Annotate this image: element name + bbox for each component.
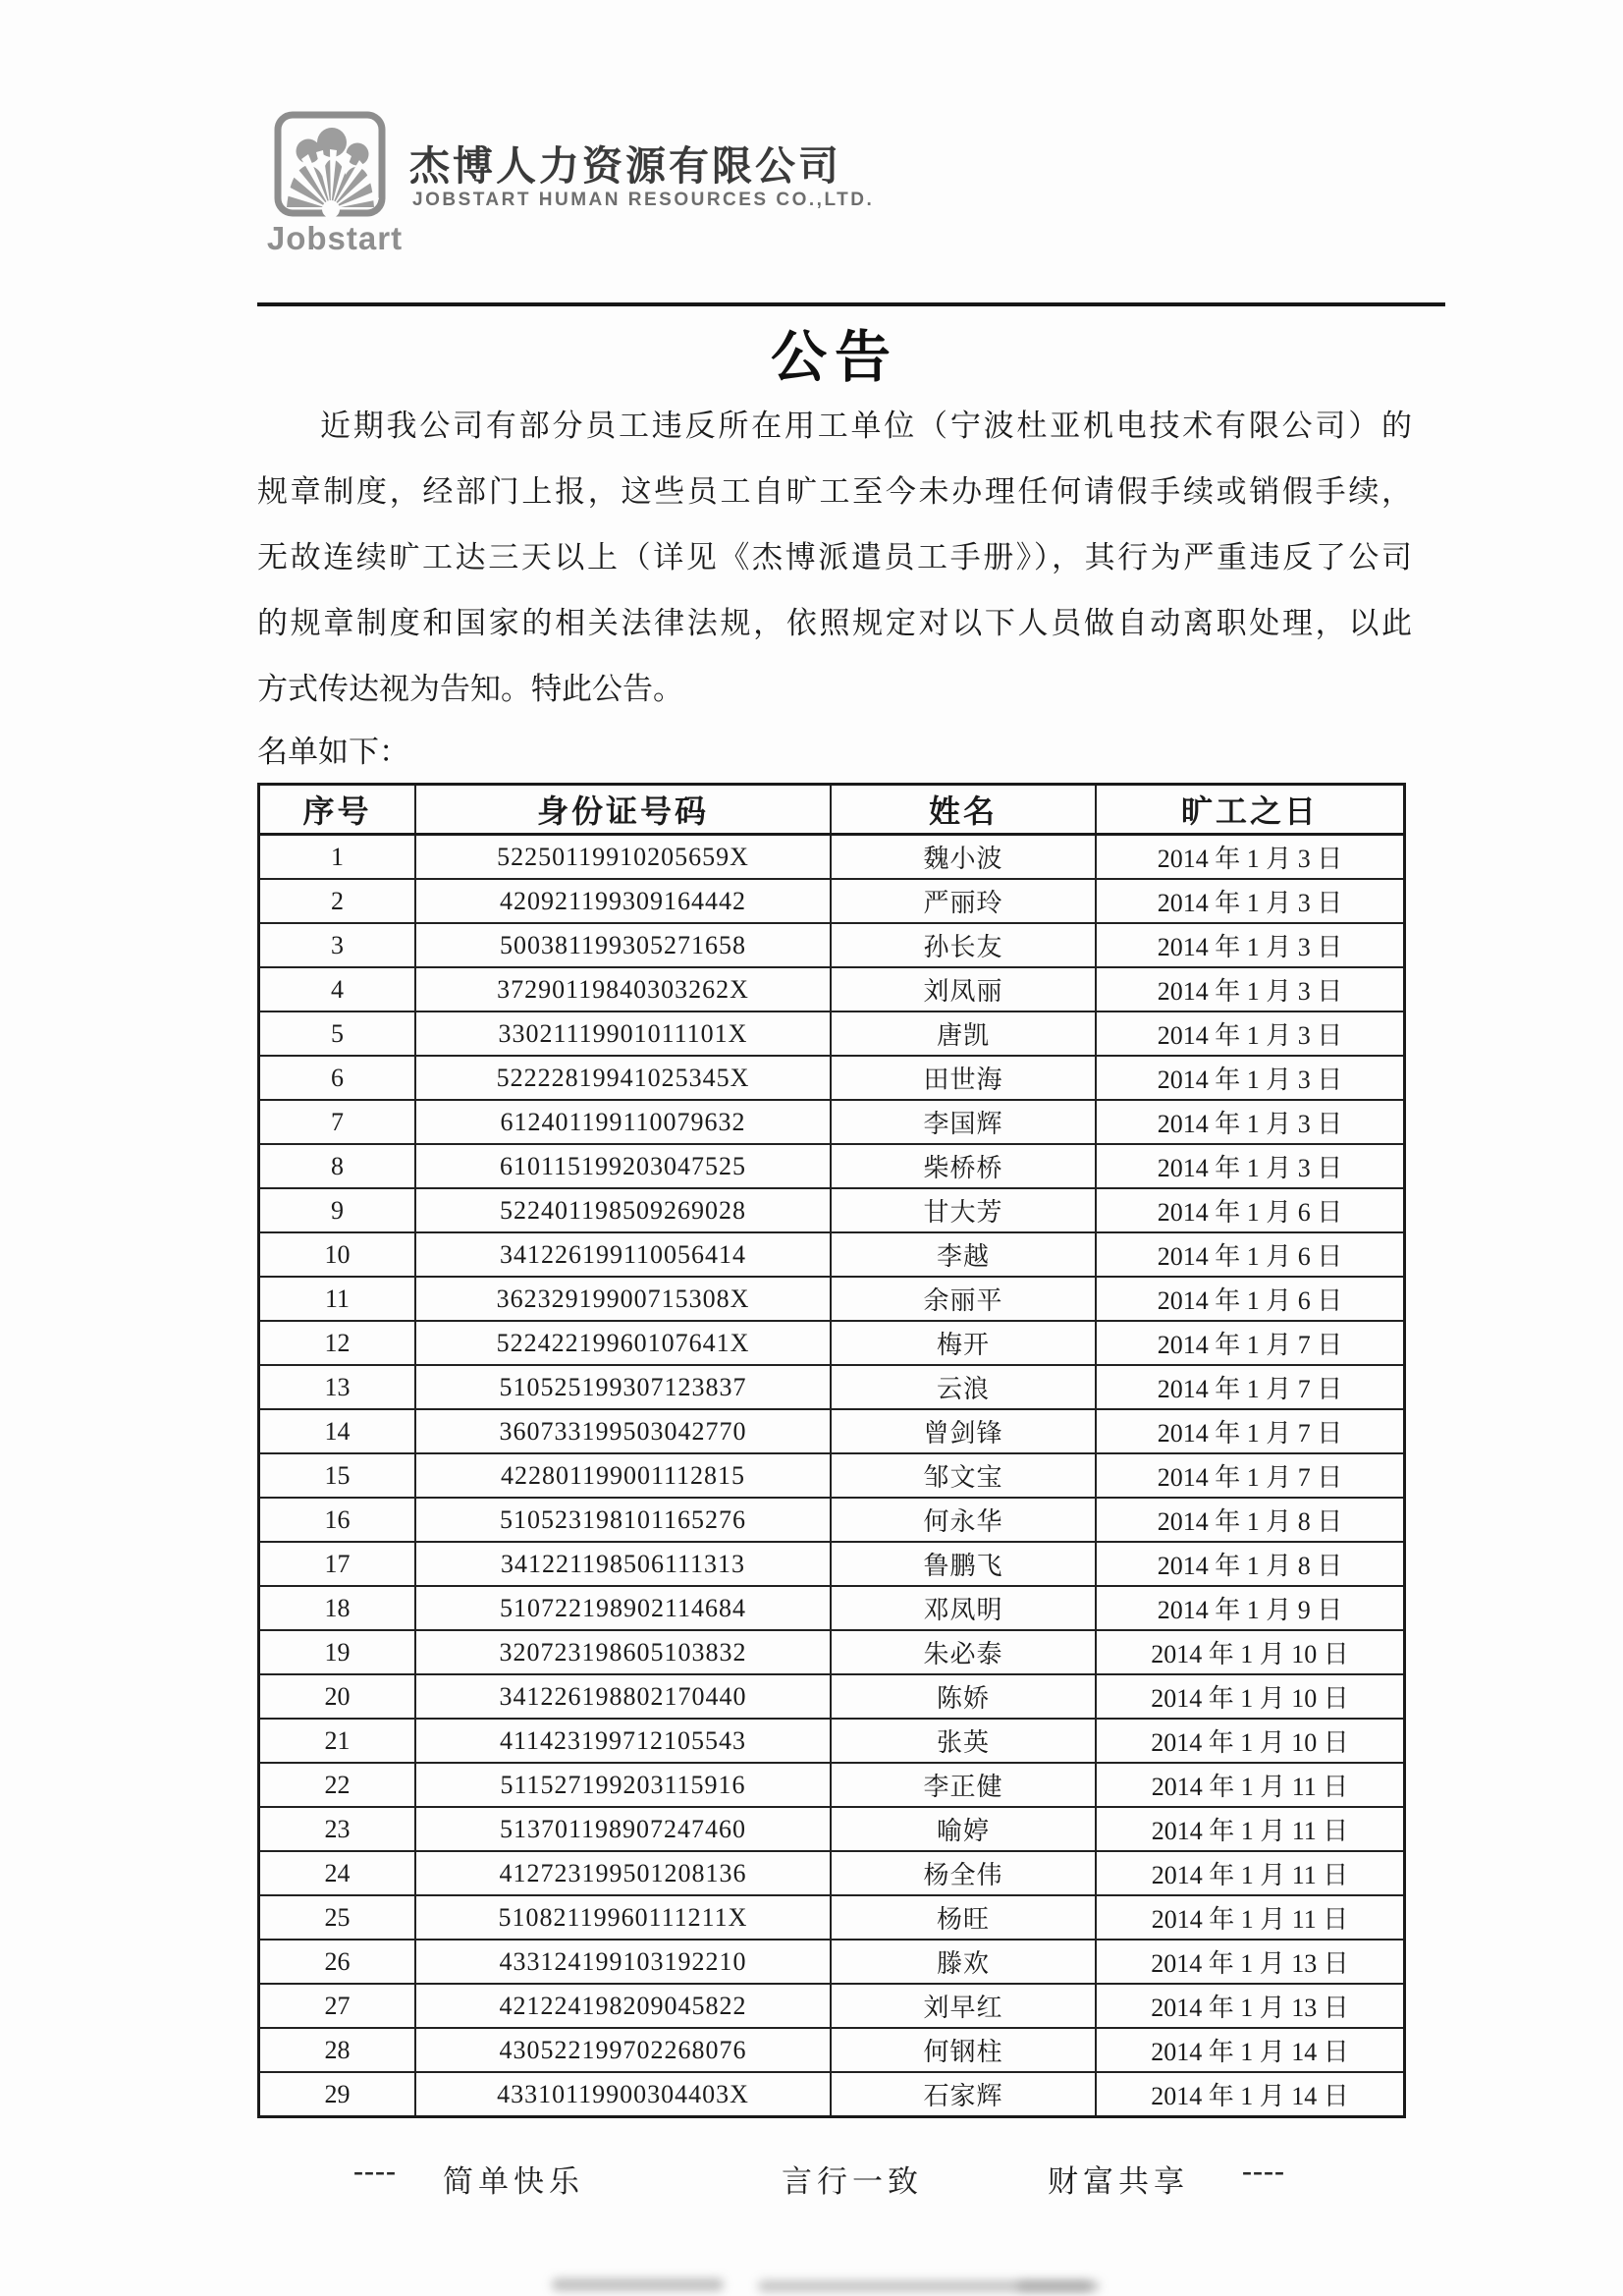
table-row bbox=[259, 1321, 1405, 1365]
table-row bbox=[259, 835, 1405, 880]
body-line: 无故连续旷工达三天以上（详见《杰博派遣员工手册》），其行为严重违反了公司 bbox=[257, 540, 1412, 574]
footer-slogan-1: 简单快乐 bbox=[443, 2164, 584, 2199]
header-index: 序号 bbox=[259, 785, 416, 835]
table-row bbox=[259, 1851, 1405, 1895]
employee-name: 曾剑锋 bbox=[831, 1409, 1096, 1453]
absence-date: 2014 年 1 月 6 日 bbox=[1096, 1188, 1405, 1232]
header-id-number: 身份证号码 bbox=[415, 785, 831, 835]
table-row bbox=[259, 1895, 1405, 1940]
row-index: 10 bbox=[259, 1232, 416, 1277]
absence-date: 2014 年 1 月 10 日 bbox=[1096, 1674, 1405, 1719]
id-number: 33021119901011101X bbox=[415, 1011, 831, 1056]
company-name-english: JOBSTART HUMAN RESOURCES CO.,LTD. bbox=[412, 190, 875, 210]
id-number: 500381199305271658 bbox=[415, 923, 831, 967]
employee-name: 刘早红 bbox=[831, 1984, 1096, 2028]
absence-date: 2014 年 1 月 6 日 bbox=[1096, 1232, 1405, 1277]
row-index: 25 bbox=[259, 1895, 416, 1940]
footer-slogan-2: 言行一致 bbox=[782, 2164, 923, 2199]
employee-name: 孙长友 bbox=[831, 923, 1096, 967]
employee-name: 甘大芳 bbox=[831, 1188, 1096, 1232]
absence-date: 2014 年 1 月 7 日 bbox=[1096, 1321, 1405, 1365]
id-number: 510722198902114684 bbox=[415, 1586, 831, 1630]
footer-dashes-left: ---- bbox=[353, 2155, 397, 2187]
absence-date: 2014 年 1 月 11 日 bbox=[1096, 1851, 1405, 1895]
absence-date: 2014 年 1 月 3 日 bbox=[1096, 1056, 1405, 1100]
employee-name: 李国辉 bbox=[831, 1100, 1096, 1144]
employee-name: 邓凤明 bbox=[831, 1586, 1096, 1630]
row-index: 24 bbox=[259, 1851, 416, 1895]
absence-date: 2014 年 1 月 11 日 bbox=[1096, 1807, 1405, 1851]
table-row bbox=[259, 1586, 1405, 1630]
table-row bbox=[259, 967, 1405, 1011]
row-index: 14 bbox=[259, 1409, 416, 1453]
id-number: 341221198506111313 bbox=[415, 1542, 831, 1586]
id-number: 341226198802170440 bbox=[415, 1674, 831, 1719]
table-row bbox=[259, 1498, 1405, 1542]
row-index: 6 bbox=[259, 1056, 416, 1100]
table-row bbox=[259, 923, 1405, 967]
table-row bbox=[259, 1056, 1405, 1100]
row-index: 28 bbox=[259, 2028, 416, 2072]
row-index: 5 bbox=[259, 1011, 416, 1056]
header-absence-date: 旷工之日 bbox=[1096, 785, 1405, 835]
absence-date: 2014 年 1 月 3 日 bbox=[1096, 1011, 1405, 1056]
header-divider bbox=[257, 302, 1445, 306]
row-index: 4 bbox=[259, 967, 416, 1011]
id-number: 522401198509269028 bbox=[415, 1188, 831, 1232]
row-index: 29 bbox=[259, 2072, 416, 2117]
table-row bbox=[259, 1719, 1405, 1763]
header-name: 姓名 bbox=[831, 785, 1096, 835]
row-index: 19 bbox=[259, 1630, 416, 1674]
footer-dashes-right: ---- bbox=[1242, 2155, 1285, 2187]
table-row bbox=[259, 1232, 1405, 1277]
id-number: 412723199501208136 bbox=[415, 1851, 831, 1895]
row-index: 26 bbox=[259, 1940, 416, 1984]
absence-date: 2014 年 1 月 8 日 bbox=[1096, 1542, 1405, 1586]
jobstart-logo-text: Jobstart bbox=[266, 220, 404, 256]
absence-date: 2014 年 1 月 3 日 bbox=[1096, 1100, 1405, 1144]
id-number: 320723198605103832 bbox=[415, 1630, 831, 1674]
id-number: 513701198907247460 bbox=[415, 1807, 831, 1851]
employee-name: 何钢柱 bbox=[831, 2028, 1096, 2072]
table-row bbox=[259, 1100, 1405, 1144]
row-index: 20 bbox=[259, 1674, 416, 1719]
table-row bbox=[259, 1542, 1405, 1586]
employee-name: 杨全伟 bbox=[831, 1851, 1096, 1895]
table-body bbox=[259, 835, 1405, 2117]
table-row bbox=[259, 1277, 1405, 1321]
employee-name: 杨旺 bbox=[831, 1895, 1096, 1940]
employee-name: 陈娇 bbox=[831, 1674, 1096, 1719]
table-row bbox=[259, 1365, 1405, 1409]
table-row bbox=[259, 1630, 1405, 1674]
row-index: 12 bbox=[259, 1321, 416, 1365]
employee-name: 魏小波 bbox=[831, 835, 1096, 880]
announcement-body bbox=[257, 393, 1412, 722]
employee-name: 滕欢 bbox=[831, 1940, 1096, 1984]
absence-date: 2014 年 1 月 11 日 bbox=[1096, 1895, 1405, 1940]
absence-date: 2014 年 1 月 10 日 bbox=[1096, 1630, 1405, 1674]
id-number: 420921199309164442 bbox=[415, 879, 831, 923]
id-number: 421224198209045822 bbox=[415, 1984, 831, 2028]
employee-name: 李越 bbox=[831, 1232, 1096, 1277]
id-number: 511527199203115916 bbox=[415, 1763, 831, 1807]
row-index: 21 bbox=[259, 1719, 416, 1763]
employee-name: 田世海 bbox=[831, 1056, 1096, 1100]
absence-date: 2014 年 1 月 14 日 bbox=[1096, 2028, 1405, 2072]
row-index: 7 bbox=[259, 1100, 416, 1144]
page-title: 公告 bbox=[771, 327, 898, 389]
employee-name: 严丽玲 bbox=[831, 879, 1096, 923]
absence-date: 2014 年 1 月 11 日 bbox=[1096, 1763, 1405, 1807]
absence-date: 2014 年 1 月 3 日 bbox=[1096, 879, 1405, 923]
table-header bbox=[259, 785, 1405, 835]
row-index: 13 bbox=[259, 1365, 416, 1409]
table-row bbox=[259, 1144, 1405, 1188]
id-number: 510525199307123837 bbox=[415, 1365, 831, 1409]
row-index: 17 bbox=[259, 1542, 416, 1586]
absence-date: 2014 年 1 月 3 日 bbox=[1096, 835, 1405, 880]
absence-date: 2014 年 1 月 10 日 bbox=[1096, 1719, 1405, 1763]
id-number: 51082119960111211X bbox=[415, 1895, 831, 1940]
employee-name: 梅开 bbox=[831, 1321, 1096, 1365]
table-row bbox=[259, 1011, 1405, 1056]
row-index: 23 bbox=[259, 1807, 416, 1851]
employee-name: 张英 bbox=[831, 1719, 1096, 1763]
id-number: 430522199702268076 bbox=[415, 2028, 831, 2072]
scan-smudge bbox=[1017, 2281, 1100, 2291]
employee-name: 柴桥桥 bbox=[831, 1144, 1096, 1188]
id-number: 52222819941025345X bbox=[415, 1056, 831, 1100]
row-index: 3 bbox=[259, 923, 416, 967]
table-row bbox=[259, 1763, 1405, 1807]
id-number: 411423199712105543 bbox=[415, 1719, 831, 1763]
absence-date: 2014 年 1 月 7 日 bbox=[1096, 1365, 1405, 1409]
row-index: 15 bbox=[259, 1453, 416, 1498]
id-number: 43310119900304403X bbox=[415, 2072, 831, 2117]
absence-date: 2014 年 1 月 8 日 bbox=[1096, 1498, 1405, 1542]
list-label: 名单如下： bbox=[257, 735, 409, 769]
employee-name: 刘凤丽 bbox=[831, 967, 1096, 1011]
absence-date: 2014 年 1 月 7 日 bbox=[1096, 1409, 1405, 1453]
absence-date: 2014 年 1 月 7 日 bbox=[1096, 1453, 1405, 1498]
employee-name: 喻婷 bbox=[831, 1807, 1096, 1851]
absence-date: 2014 年 1 月 13 日 bbox=[1096, 1940, 1405, 1984]
employee-name: 余丽平 bbox=[831, 1277, 1096, 1321]
row-index: 22 bbox=[259, 1763, 416, 1807]
body-line: 近期我公司有部分员工违反所在用工单位（宁波杜亚机电技术有限公司）的 bbox=[320, 409, 1412, 443]
table-row bbox=[259, 2072, 1405, 2117]
id-number: 610115199203047525 bbox=[415, 1144, 831, 1188]
id-number: 422801199001112815 bbox=[415, 1453, 831, 1498]
table-header-row bbox=[259, 785, 1405, 835]
absence-date: 2014 年 1 月 6 日 bbox=[1096, 1277, 1405, 1321]
scan-smudge bbox=[552, 2278, 724, 2291]
employee-name: 邹文宝 bbox=[831, 1453, 1096, 1498]
employee-name: 鲁鹏飞 bbox=[831, 1542, 1096, 1586]
table-row bbox=[259, 1807, 1405, 1851]
absence-date: 2014 年 1 月 13 日 bbox=[1096, 1984, 1405, 2028]
row-index: 8 bbox=[259, 1144, 416, 1188]
body-line: 方式传达视为告知。特此公告。 bbox=[257, 672, 683, 706]
employee-name: 朱必泰 bbox=[831, 1630, 1096, 1674]
body-line: 的规章制度和国家的相关法律法规，依照规定对以下人员做自动离职处理，以此 bbox=[257, 606, 1412, 640]
jobstart-logo-icon bbox=[269, 108, 401, 226]
row-index: 27 bbox=[259, 1984, 416, 2028]
absence-date: 2014 年 1 月 3 日 bbox=[1096, 967, 1405, 1011]
row-index: 18 bbox=[259, 1586, 416, 1630]
absence-date: 2014 年 1 月 3 日 bbox=[1096, 1144, 1405, 1188]
table-row bbox=[259, 2028, 1405, 2072]
table-row bbox=[259, 1188, 1405, 1232]
row-index: 11 bbox=[259, 1277, 416, 1321]
table-row bbox=[259, 879, 1405, 923]
id-number: 52242219960107641X bbox=[415, 1321, 831, 1365]
table-row bbox=[259, 1674, 1405, 1719]
id-number: 37290119840303262X bbox=[415, 967, 831, 1011]
employee-name: 云浪 bbox=[831, 1365, 1096, 1409]
id-number: 36232919900715308X bbox=[415, 1277, 831, 1321]
row-index: 1 bbox=[259, 835, 416, 880]
footer-slogan-3: 财富共享 bbox=[1048, 2164, 1189, 2199]
id-number: 360733199503042770 bbox=[415, 1409, 831, 1453]
id-number: 433124199103192210 bbox=[415, 1940, 831, 1984]
id-number: 52250119910205659X bbox=[415, 835, 831, 880]
id-number: 341226199110056414 bbox=[415, 1232, 831, 1277]
employee-name: 何永华 bbox=[831, 1498, 1096, 1542]
row-index: 16 bbox=[259, 1498, 416, 1542]
table-row bbox=[259, 1984, 1405, 2028]
row-index: 9 bbox=[259, 1188, 416, 1232]
absence-date: 2014 年 1 月 3 日 bbox=[1096, 923, 1405, 967]
dismissal-table bbox=[257, 783, 1406, 2118]
row-index: 2 bbox=[259, 879, 416, 923]
employee-name: 唐凯 bbox=[831, 1011, 1096, 1056]
absence-date: 2014 年 1 月 14 日 bbox=[1096, 2072, 1405, 2117]
absence-date: 2014 年 1 月 9 日 bbox=[1096, 1586, 1405, 1630]
company-name-chinese: 杰博人力资源有限公司 bbox=[409, 143, 841, 189]
table-row bbox=[259, 1940, 1405, 1984]
employee-name: 石家辉 bbox=[831, 2072, 1096, 2117]
table-row bbox=[259, 1409, 1405, 1453]
table-row bbox=[259, 1453, 1405, 1498]
id-number: 510523198101165276 bbox=[415, 1498, 831, 1542]
employee-name: 李正健 bbox=[831, 1763, 1096, 1807]
id-number: 612401199110079632 bbox=[415, 1100, 831, 1144]
body-line: 规章制度，经部门上报，这些员工自旷工至今未办理任何请假手续或销假手续， bbox=[257, 474, 1412, 509]
